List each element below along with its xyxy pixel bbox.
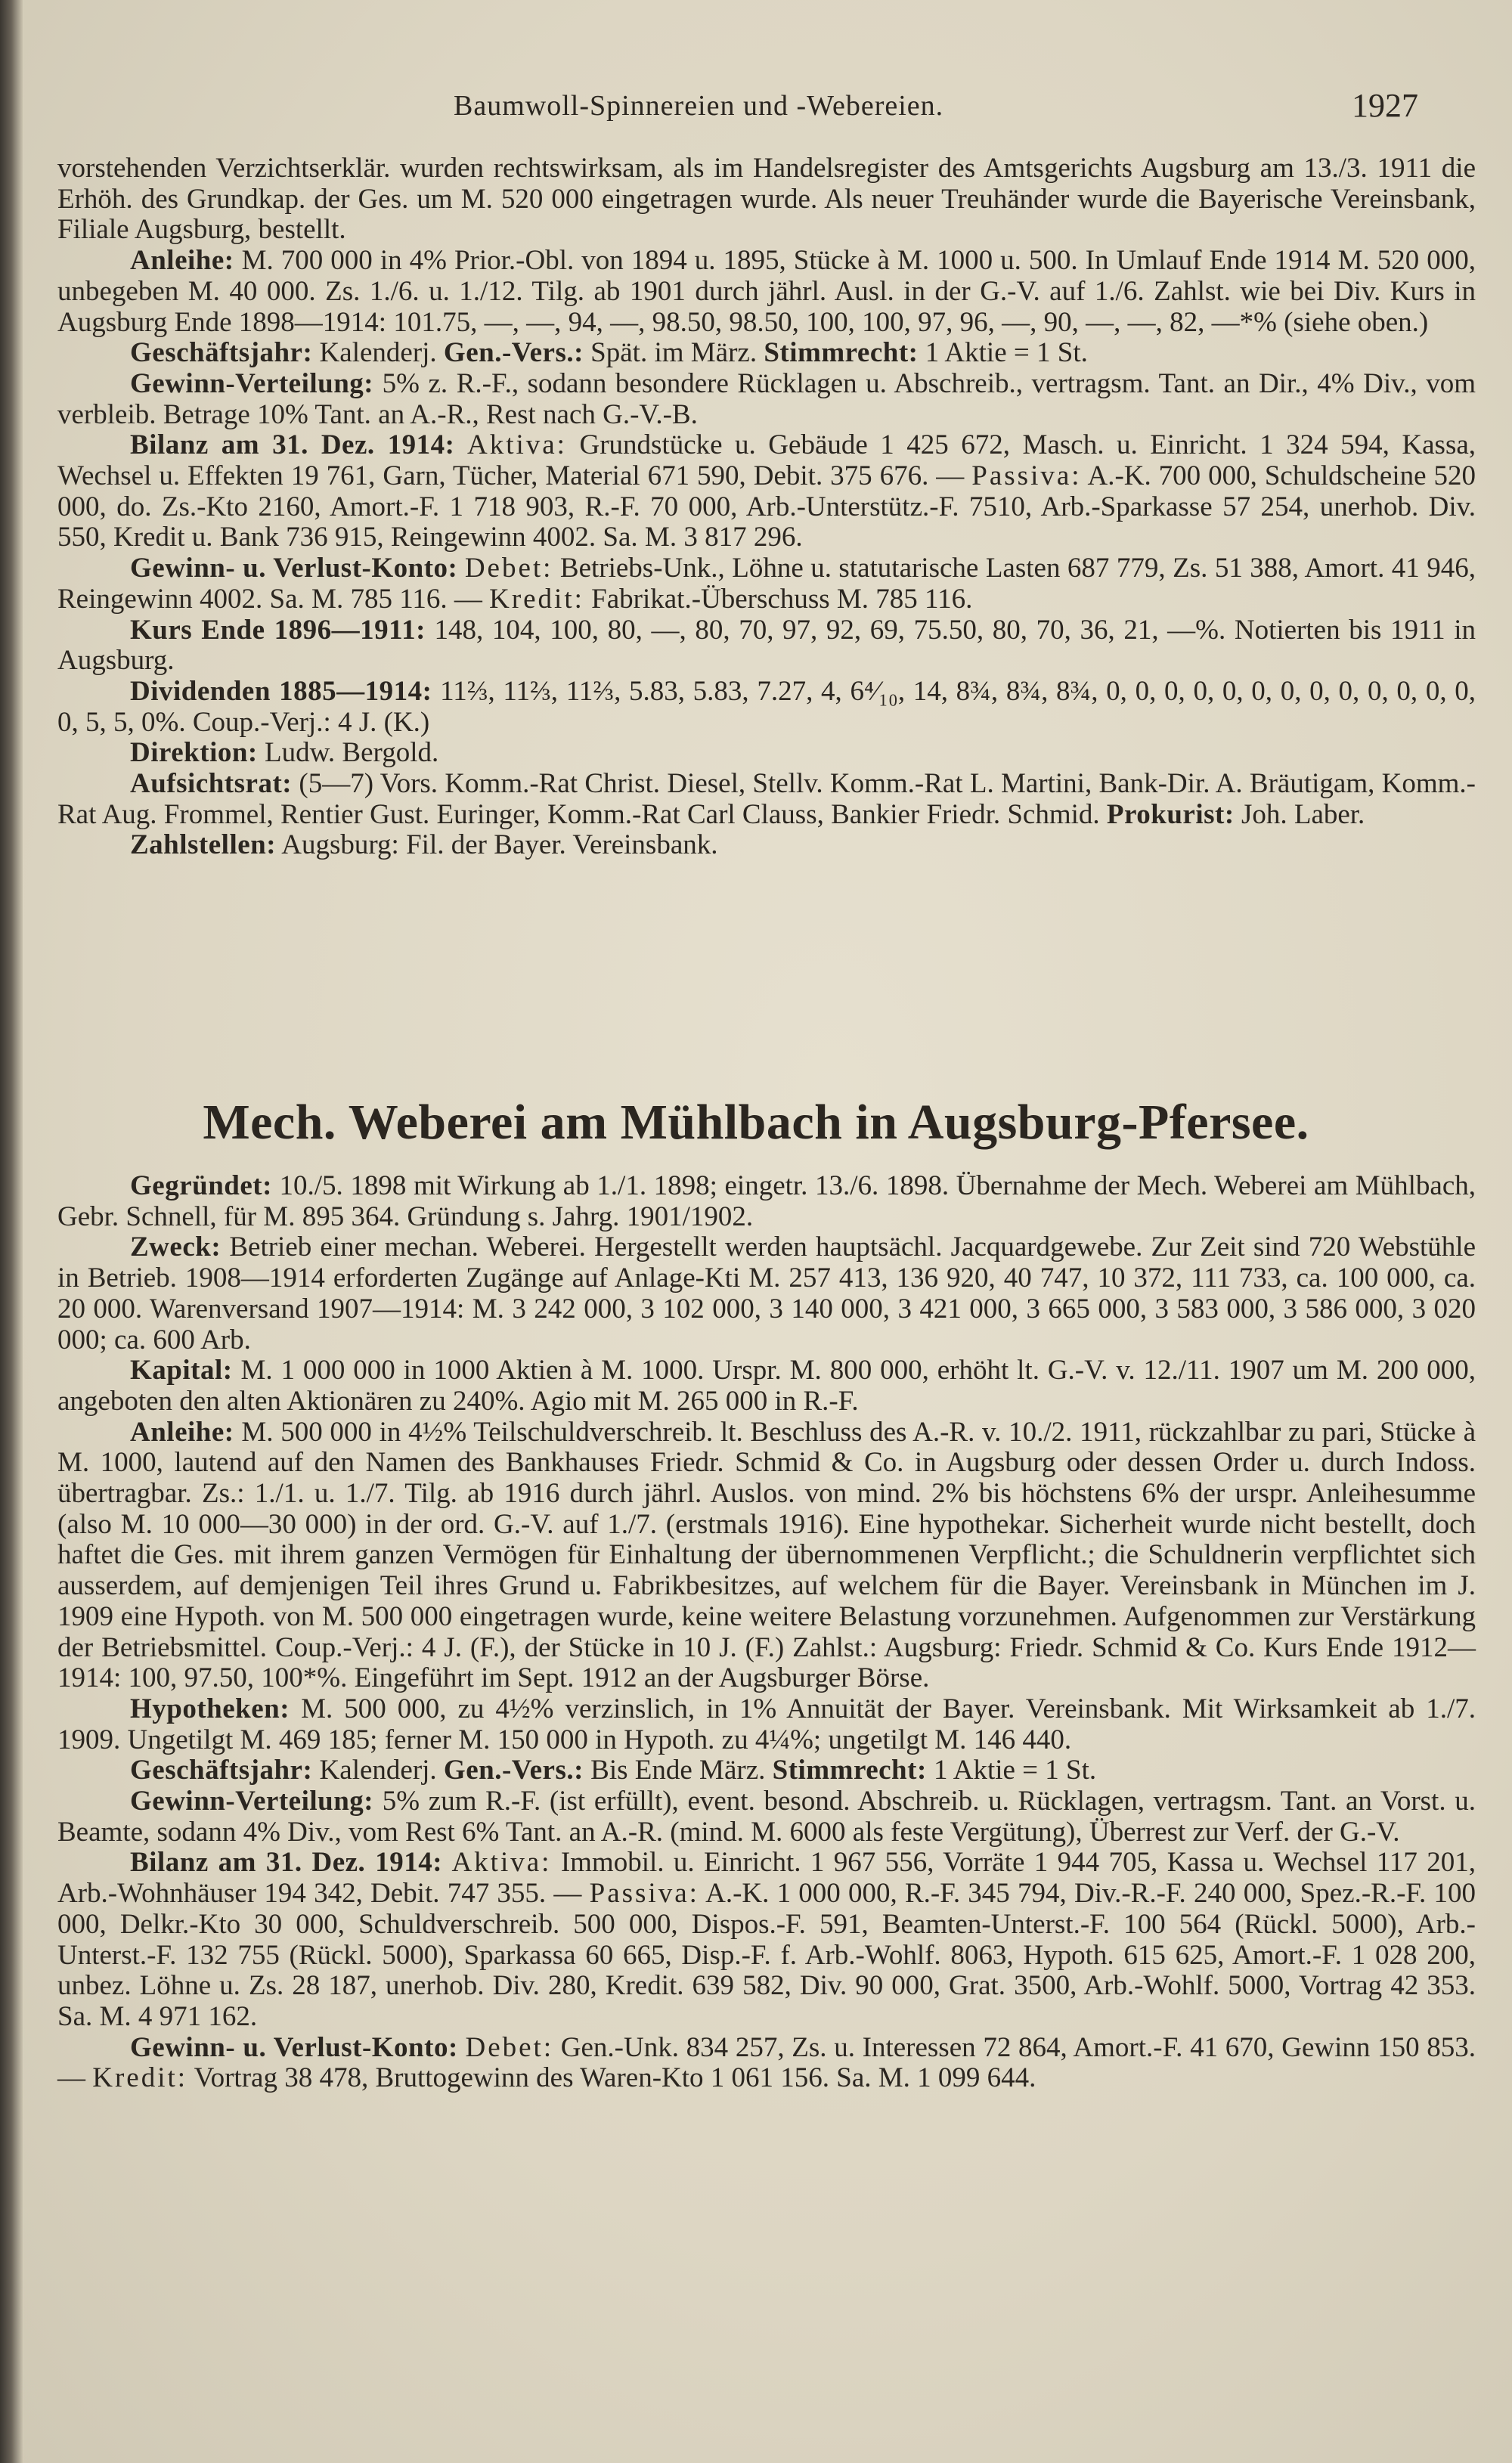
page-number: 1927 bbox=[1352, 87, 1418, 124]
text-prokurist: Joh. Laber. bbox=[1241, 798, 1365, 830]
label-kurs: Kurs Ende 1896—1911: bbox=[130, 614, 426, 646]
text-gewinn-verteilung: 5% z. R.-F., sodann besondere Rücklagen u. Abschreib., vertragsm. Tant. an Dir., 4% Div., vom verbleib. Betrage 10% Tant. an A.-R., Rest nach G.-V.-B. bbox=[57, 367, 1476, 430]
text-hypotheken: M. 500 000, zu 4½% verzinslich, in 1% Annuität der Bayer. Vereinsbank. Mit Wirksamkeit ab 1./7. 1909. Ungetilgt M. 469 185; ferner M. 150 000 in Hypoth. zu 4¼%; ungetilgt M. 146 440. bbox=[57, 1693, 1476, 1755]
paragraph-hypotheken bbox=[57, 1694, 1476, 1755]
label-gewinn-verlust: Gewinn- u. Verlust-Konto: bbox=[130, 553, 458, 584]
text-passiva: A.-K. 1 000 000, R.-F. 345 794, Div.-R.-F. 240 000, Spez.-R.-F. 100 000, Delkr.-Kto 30 000, Schuldverschreib. 500 000, Dispos.-F. 591, Beamten-Unterst.-F. 100 564 (Rückl. 5000), Arb.-Unterst.-F. 132 755 (Rückl. 5000), Sparkassa 60 665, Disp.-F. f. Arb.-Wohlf. 8063, Hypoth. 615 625, Amort.-F. 1 028 200, unbez. Löhne u. Zs. 28 187, unerhob. Div. 280, Kredit. 639 582, Div. 90 000, Grat. 3500, Arb.-Wohlf. 5000, Vortrag 42 353. Sa. M. 4 971 162. bbox=[57, 1878, 1476, 2032]
text-kredit: Fabrikat.-Überschuss M. 785 116. bbox=[591, 583, 973, 615]
paragraph-anleihe bbox=[57, 1417, 1476, 1694]
text-aufsichtsrat: (5—7) Vors. Komm.-Rat Christ. Diesel, Stellv. Komm.-Rat L. Martini, Bank-Dir. A. Bräutigam, Komm.-Rat Aug. Frommel, Rentier Gust. Euringer, Komm.-Rat Carl Clauss, Bankier Friedr. Schmid. bbox=[57, 768, 1476, 830]
text-gen-vers: Spät. im März. bbox=[590, 337, 758, 369]
word-aktiva: Aktiva: bbox=[451, 1847, 552, 1879]
label-dividenden: Dividenden 1885—1914: bbox=[130, 675, 432, 707]
label-kapital: Kapital: bbox=[130, 1355, 233, 1386]
label-zahlstellen: Zahlstellen: bbox=[130, 829, 277, 861]
text-aktiva: Grundstücke u. Gebäude 1 425 672, Masch. u. Einricht. 1 324 594, Kassa, Wechsel u. Effekten 19 761, Garn, Tücher, Material 671 590, Debit. 375 676. — bbox=[57, 429, 1476, 492]
label-bilanz: Bilanz am 31. Dez. 1914: bbox=[130, 1847, 443, 1879]
paragraph-dividenden bbox=[57, 677, 1476, 738]
label-gewinn-verteilung: Gewinn-Verteilung: bbox=[130, 1786, 374, 1817]
label-anleihe: Anleihe: bbox=[130, 245, 234, 277]
paragraph-continuation bbox=[57, 153, 1476, 246]
text-kredit: Vortrag 38 478, Bruttogewinn des Waren-Kto 1 061 156. Sa. M. 1 099 644. bbox=[194, 2062, 1036, 2094]
text-gewinn-verteilung: 5% zum R.-F. (ist erfüllt), event. besond. Abschreib. u. Rücklagen, vertragsm. Tant. an Vorst. u. Beamte, sodann 4% Div., vom Rest 6% Tant. an A.-R. (mind. M. 6000 als feste Vergütung), Überrest zur Verf. der G.-V. bbox=[57, 1786, 1476, 1848]
label-prokurist: Prokurist: bbox=[1106, 798, 1235, 830]
text-direktion: Ludw. Bergold. bbox=[265, 737, 439, 769]
label-aufsichtsrat: Aufsichtsrat: bbox=[130, 768, 293, 800]
word-debet: Debet: bbox=[465, 2031, 554, 2063]
label-geschaeftsjahr: Geschäftsjahr: bbox=[130, 337, 313, 369]
company-title: Mech. Weberei am Mühlbach in Augsburg-Pfersee. bbox=[203, 1095, 1309, 1150]
paragraph-kurs bbox=[57, 615, 1476, 677]
paragraph-zahlstellen bbox=[57, 830, 1476, 861]
label-gewinn-verlust: Gewinn- u. Verlust-Konto: bbox=[130, 2031, 458, 2063]
text-gegruendet: 10./5. 1898 mit Wirkung ab 1./1. 1898; eingetr. 13./6. 1898. Übernahme der Mech. Weberei am Mühlbach, Gebr. Schnell, für M. 895 364. Gründung s. Jahrg. 1901/1902. bbox=[57, 1170, 1476, 1232]
paragraph-gegruendet bbox=[57, 1171, 1476, 1232]
paragraph-direktion bbox=[57, 738, 1476, 769]
label-gegruendet: Gegründet: bbox=[130, 1170, 272, 1201]
text-geschaeftsjahr: Kalenderj. bbox=[319, 337, 437, 369]
paragraph-kapital bbox=[57, 1355, 1476, 1417]
paragraph-gewinn-verteilung bbox=[57, 1786, 1476, 1848]
paragraph-gewinn-verteilung bbox=[57, 369, 1476, 430]
label-anleihe: Anleihe: bbox=[130, 1416, 234, 1448]
label-stimmrecht: Stimmrecht: bbox=[772, 1755, 927, 1786]
text-aktiva: Immobil. u. Einricht. 1 967 556, Vorräte 1 944 705, Kassa u. Wechsel 117 201, Arb.-Wohnhäuser 194 342, Debit. 747 355. — bbox=[57, 1847, 1476, 1910]
text-anleihe: M. 500 000 in 4½% Teilschuldverschreib. lt. Beschluss des A.-R. v. 10./2. 1911, rückzahlbar zu pari, Stücke à M. 1000, lautend auf den Namen des Bankhauses Friedr. Schmid & Co. in Augsburg oder dessen Order u. durch Indoss. übertragbar. Zs.: 1./1. u. 1./7. Tilg. ab 1916 durch jährl. Auslos. von mind. 2% bis höchstens 6% der urspr. Anleihesumme (also M. 10 000—30 000) in der ord. G.-V. auf 1./7. (erstmals 1916). Eine hypothekar. Sicherheit wurde nicht bestellt, doch haftet die Ges. mit ihrem ganzen Vermögen für Einhaltung der übernommenen Verpflicht.; die Schuldnerin verpflichtet sich ausserdem, auf demjenigen Teil ihres Grund u. Fabrikbesitzes, auf welchem für die Bayer. Vereinsbank in München im J. 1909 eine Hypoth. von M. 500 000 eingetragen wurde, keine weitere Belastung vorzunehmen. Aufgenommen zur Verstärkung der Betriebsmittel. Coup.-Verj.: 4 J. (F.), der Stücke in 10 J. (F.) Zahlst.: Augsburg: Friedr. Schmid & Co. Kurs Ende 1912—1914: 100, 97.50, 100*%. Eingeführt im Sept. 1912 an der Augsburger Börse. bbox=[57, 1416, 1476, 1694]
text-stimmrecht: 1 Aktie = 1 St. bbox=[934, 1755, 1097, 1786]
paragraph-gewinn-verlust bbox=[57, 2033, 1476, 2094]
section-previous-company bbox=[57, 153, 1476, 861]
paragraph-aufsichtsrat bbox=[57, 769, 1476, 830]
book-spine-shadow bbox=[0, 0, 23, 2463]
text-passiva: A.-K. 700 000, Schuldscheine 520 000, do. Zs.-Kto 2160, Amort.-F. 1 718 903, R.-F. 70 000, Arb.-Unterstütz.-F. 7510, Arb.-Sparkasse 57 254, unerhob. Div. 550, Kredit u. Bank 736 915, Reingewinn 4002. Sa. M. 3 817 296. bbox=[57, 460, 1476, 553]
paragraph-gewinn-verlust bbox=[57, 553, 1476, 615]
paragraph-geschaeftsjahr bbox=[57, 1755, 1476, 1786]
text-zahlstellen: Augsburg: Fil. der Bayer. Vereinsbank. bbox=[281, 829, 718, 861]
text-stimmrecht: 1 Aktie = 1 St. bbox=[925, 337, 1088, 369]
label-hypotheken: Hypotheken: bbox=[130, 1693, 290, 1724]
label-gewinn-verteilung: Gewinn-Verteilung: bbox=[130, 367, 374, 399]
text-debet: Betriebs-Unk., Löhne u. statutarische Lasten 687 779, Zs. 51 388, Amort. 41 946, Reingewinn 4002. Sa. M. 785 116. — bbox=[57, 553, 1476, 615]
continuation-text: vorstehenden Verzichtserklär. wurden rechtswirksam, als im Handelsregister des Amtsgerichts Augsburg am 13./3. 1911 die Erhöh. des Grundkap. der Ges. um M. 520 000 eingetragen wurde. Als neuer Treuhänder wurde die Bayerische Vereinsbank, Filiale Augsburg, bestellt. bbox=[57, 153, 1476, 246]
text-kapital: M. 1 000 000 in 1000 Aktien à M. 1000. Urspr. M. 800 000, erhöht lt. G.-V. v. 12./11. 1907 um M. 200 000, angeboten den alten Aktionären zu 240%. Agio mit M. 265 000 in R.-F. bbox=[57, 1355, 1476, 1417]
text-zweck: Betrieb einer mechan. Weberei. Hergestellt werden hauptsächl. Jacquardgewebe. Zur Zeit sind 720 Webstühle in Betrieb. 1908—1914 erforderten Zugänge auf Anlage-Kti M. 257 413, 136 920, 40 747, 10 372, 111 733, ca. 100 000, ca. 20 000. Warenversand 1907—1914: M. 3 242 000, 3 102 000, 3 140 000, 3 421 000, 3 665 000, 3 583 000, 3 586 000, 3 020 000; ca. 600 Arb. bbox=[57, 1232, 1476, 1355]
label-stimmrecht: Stimmrecht: bbox=[764, 337, 919, 369]
text-dividenden: 11⅔, 11⅔, 11⅔, 5.83, 5.83, 7.27, 4, 6⁴⁄₁₀, 14, 8¾, 8¾, 8¾, 0, 0, 0, 0, 0, 0, 0, 0, 0, 0, 0, 0, 0, 0, 5, 5, 0%. Coup.-Verj.: 4 J. (K.) bbox=[57, 675, 1476, 738]
text-gen-vers: Bis Ende März. bbox=[590, 1755, 766, 1786]
paragraph-zweck bbox=[57, 1232, 1476, 1355]
label-geschaeftsjahr: Geschäftsjahr: bbox=[130, 1755, 313, 1786]
word-kredit: Kredit: bbox=[92, 2062, 188, 2094]
text-geschaeftsjahr: Kalenderj. bbox=[319, 1755, 437, 1786]
word-debet: Debet: bbox=[464, 553, 553, 584]
running-head: Baumwoll-Spinnereien und -Webereien. bbox=[454, 90, 944, 122]
label-bilanz: Bilanz am 31. Dez. 1914: bbox=[130, 429, 455, 461]
label-zweck: Zweck: bbox=[130, 1232, 222, 1263]
word-passiva: Passiva: bbox=[971, 460, 1082, 492]
label-direktion: Direktion: bbox=[130, 737, 258, 769]
word-passiva: Passiva: bbox=[589, 1878, 699, 1910]
label-gen-vers: Gen.-Vers.: bbox=[443, 337, 584, 369]
word-kredit: Kredit: bbox=[489, 583, 584, 615]
text-debet: Gen.-Unk. 834 257, Zs. u. Interessen 72 864, Amort.-F. 41 670, Gewinn 150 853. — bbox=[57, 2031, 1476, 2094]
section-company-entry bbox=[57, 1171, 1476, 2094]
text-kurs: 148, 104, 100, 80, —, 80, 70, 97, 92, 69, 75.50, 80, 70, 36, 21, —%. Notierten bis 1911 in Augsburg. bbox=[57, 614, 1476, 677]
paragraph-bilanz bbox=[57, 1848, 1476, 2032]
paragraph-bilanz bbox=[57, 430, 1476, 553]
paragraph-geschaeftsjahr bbox=[57, 338, 1476, 369]
paragraph-anleihe bbox=[57, 246, 1476, 338]
label-gen-vers: Gen.-Vers.: bbox=[443, 1755, 584, 1786]
text-anleihe: M. 700 000 in 4% Prior.-Obl. von 1894 u. 1895, Stücke à M. 1000 u. 500. In Umlauf Ende 1914 M. 520 000, unbegeben M. 40 000. Zs. 1./6. u. 1./12. Tilg. ab 1901 durch jährl. Ausl. in der G.-V. auf 1./6. Zahlst. wie bei Div. Kurs in Augsburg Ende 1898—1914: 101.75, —, —, 94, —, 98.50, 98.50, 100, 100, 97, 96, —, 90, —, —, 82, —*% (siehe oben.) bbox=[57, 245, 1476, 338]
word-aktiva: Aktiva: bbox=[466, 429, 567, 461]
